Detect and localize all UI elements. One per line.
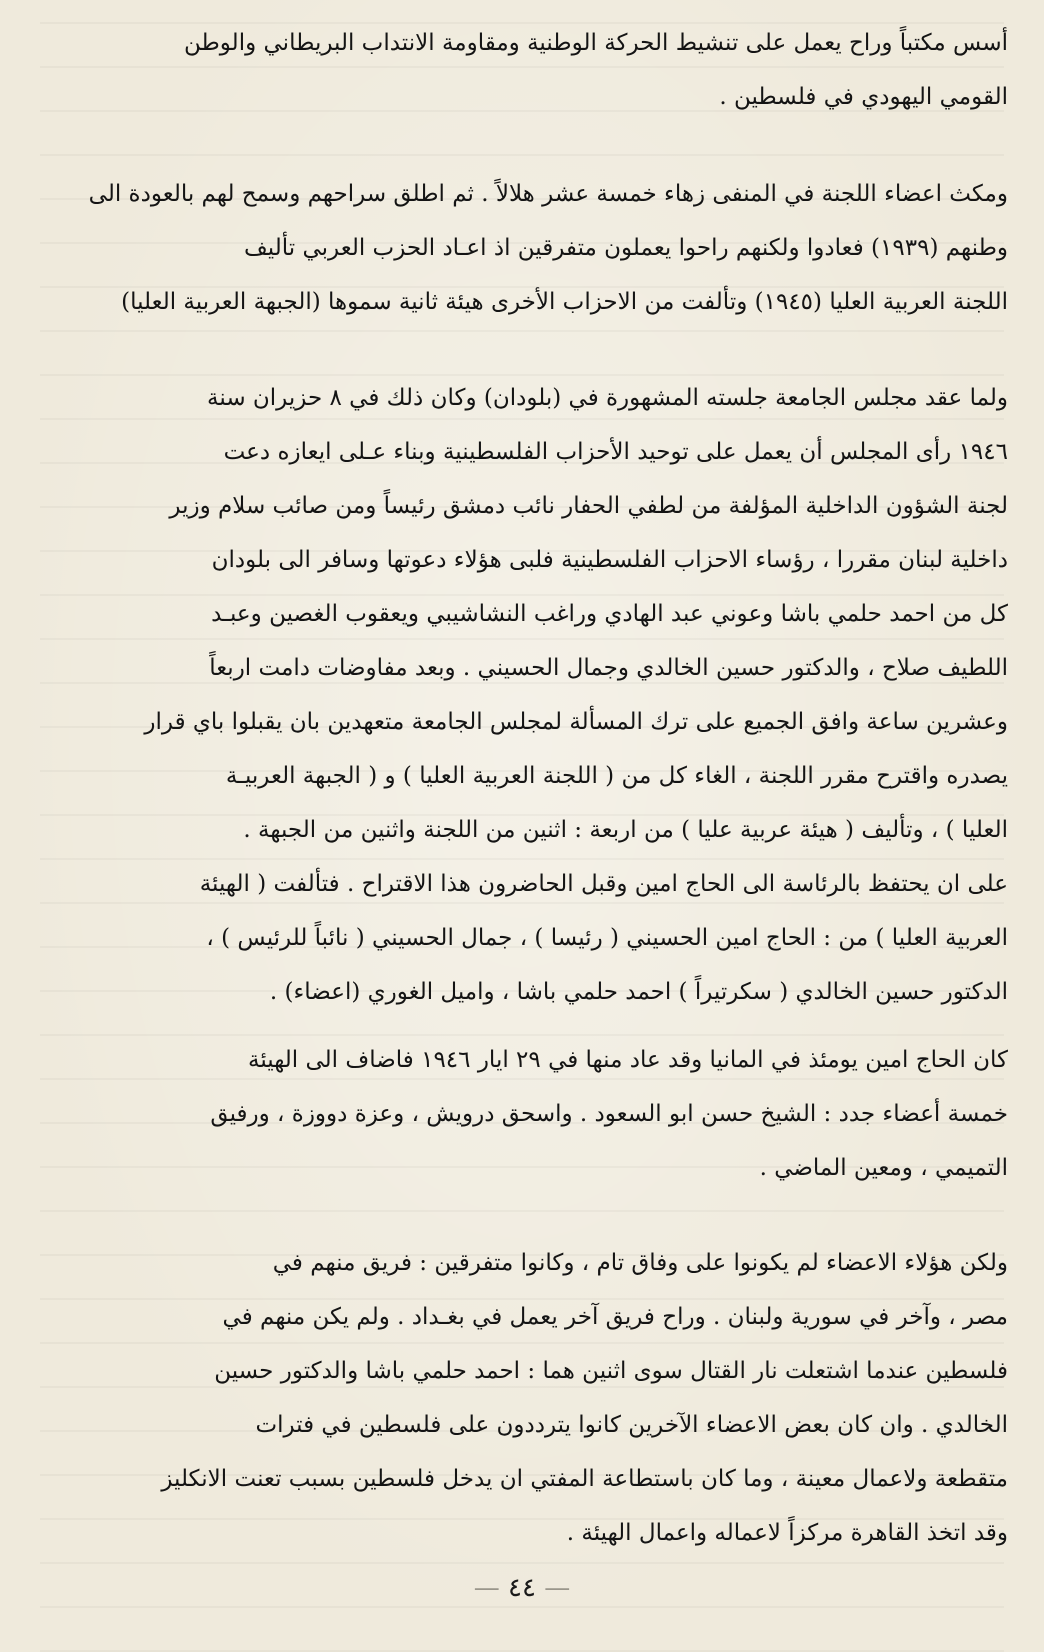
text-line: وعشرين ساعة وافق الجميع على ترك المسألة لمجلس الجامعة متعهدين بان يقبلوا باي قرار: [144, 709, 1008, 735]
text-line: ولكن هؤلاء الاعضاء لم يكونوا على وفاق تام ، وكانوا متفرقين : فريق منهم في: [272, 1250, 1008, 1276]
text-line: العليا ) ، وتأليف ( هيئة عربية عليا ) من اربعة : اثنين من اللجنة واثنين من الجبهة .: [243, 817, 1008, 843]
text-line: متقطعة ولاعمال معينة ، وما كان باستطاعة المفتي ان يدخل فلسطين بسبب تعنت الانكليز: [161, 1466, 1008, 1492]
text-line: على ان يحتفظ بالرئاسة الى الحاج امين وقبل الحاضرون هذا الاقتراح . فتألفت ( الهيئة: [199, 871, 1008, 897]
text-line: التميمي ، ومعين الماضي .: [759, 1155, 1008, 1181]
text-line: يصدره واقترح مقرر اللجنة ، الغاء كل من ( اللجنة العربية العليا ) و ( الجبهة العربيـة: [225, 763, 1008, 789]
page-number: [472, 1573, 572, 1603]
text-line: العربية العليا ) من : الحاج امين الحسيني ( رئيسا ) ، جمال الحسيني ( نائباً للرئيس ) ،: [206, 925, 1008, 951]
paragraph-2: [44, 167, 1008, 329]
text-line: اللطيف صلاح ، والدكتور حسين الخالدي وجمال الحسيني . وبعد مفاوضات دامت اربعاً: [209, 655, 1008, 681]
paragraph-5: [44, 1236, 1008, 1560]
text-line: وطنهم (١٩٣٩) فعادوا ولكنهم راحوا يعملون متفرقين اذ اعـاد الحزب العربي تأليف: [244, 235, 1008, 261]
text-line: داخلية لبنان مقررا ، رؤساء الاحزاب الفلسطينية فلبى هؤلاء دعوتها وسافر الى بلودان: [211, 547, 1008, 573]
text-line: فلسطين عندما اشتعلت نار القتال سوى اثنين هما : احمد حلمي باشا والدكتور حسين: [214, 1358, 1008, 1384]
paragraph-3: [44, 371, 1008, 1019]
text-line: ومكث اعضاء اللجنة في المنفى زهاء خمسة عشر هلالاً . ثم اطلق سراحهم وسمح لهم بالعودة الى: [88, 181, 1008, 207]
text-line: اللجنة العربية العليا (١٩٤٥) وتألفت من الاحزاب الأخرى هيئة ثانية سموها (الجبهة العربية العليا): [121, 289, 1008, 315]
paragraph-1: [44, 16, 1008, 124]
text-line: وقد اتخذ القاهرة مركزاً لاعماله واعمال الهيئة .: [566, 1520, 1008, 1546]
text-line: لجنة الشؤون الداخلية المؤلفة من لطفي الحفار نائب دمشق رئيساً ومن صائب سلام وزير: [169, 493, 1008, 519]
text-line: مصر ، وآخر في سورية ولبنان . وراح فريق آخر يعمل في بغـداد . ولم يكن منهم في: [222, 1304, 1008, 1330]
text-line: كان الحاج امين يومئذ في المانيا وقد عاد منها في ٢٩ ايار ١٩٤٦ فاضاف الى الهيئة: [247, 1047, 1008, 1073]
text-line: ولما عقد مجلس الجامعة جلسته المشهورة في (بلودان) وكان ذلك في ٨ حزيران سنة: [207, 385, 1008, 411]
text-line: خمسة أعضاء جدد : الشيخ حسن ابو السعود . واسحق درويش ، وعزة دووزة ، ورفيق: [210, 1101, 1008, 1127]
text-line: ١٩٤٦ رأى المجلس أن يعمل على توحيد الأحزاب الفلسطينية وبناء عـلى ايعازه دعت: [223, 439, 1008, 465]
text-line: كل من احمد حلمي باشا وعوني عبد الهادي وراغب النشاشيبي ويعقوب الغصين وعبـد: [211, 601, 1008, 627]
text-line: أسس مكتباً وراح يعمل على تنشيط الحركة الوطنية ومقاومة الانتداب البريطاني والوطن: [183, 30, 1008, 56]
text-line: القومي اليهودي في فلسطين .: [719, 84, 1008, 110]
paragraph-4: [44, 1033, 1008, 1195]
text-line: الخالدي . وان كان بعض الاعضاء الآخرين كانوا يترددون على فلسطين في فترات: [255, 1412, 1008, 1438]
text-line: الدكتور حسين الخالدي ( سكرتيراً ) احمد حلمي باشا ، واميل الغوري (اعضاء) .: [269, 979, 1008, 1005]
page-number-text: ٤٤: [508, 1573, 536, 1603]
